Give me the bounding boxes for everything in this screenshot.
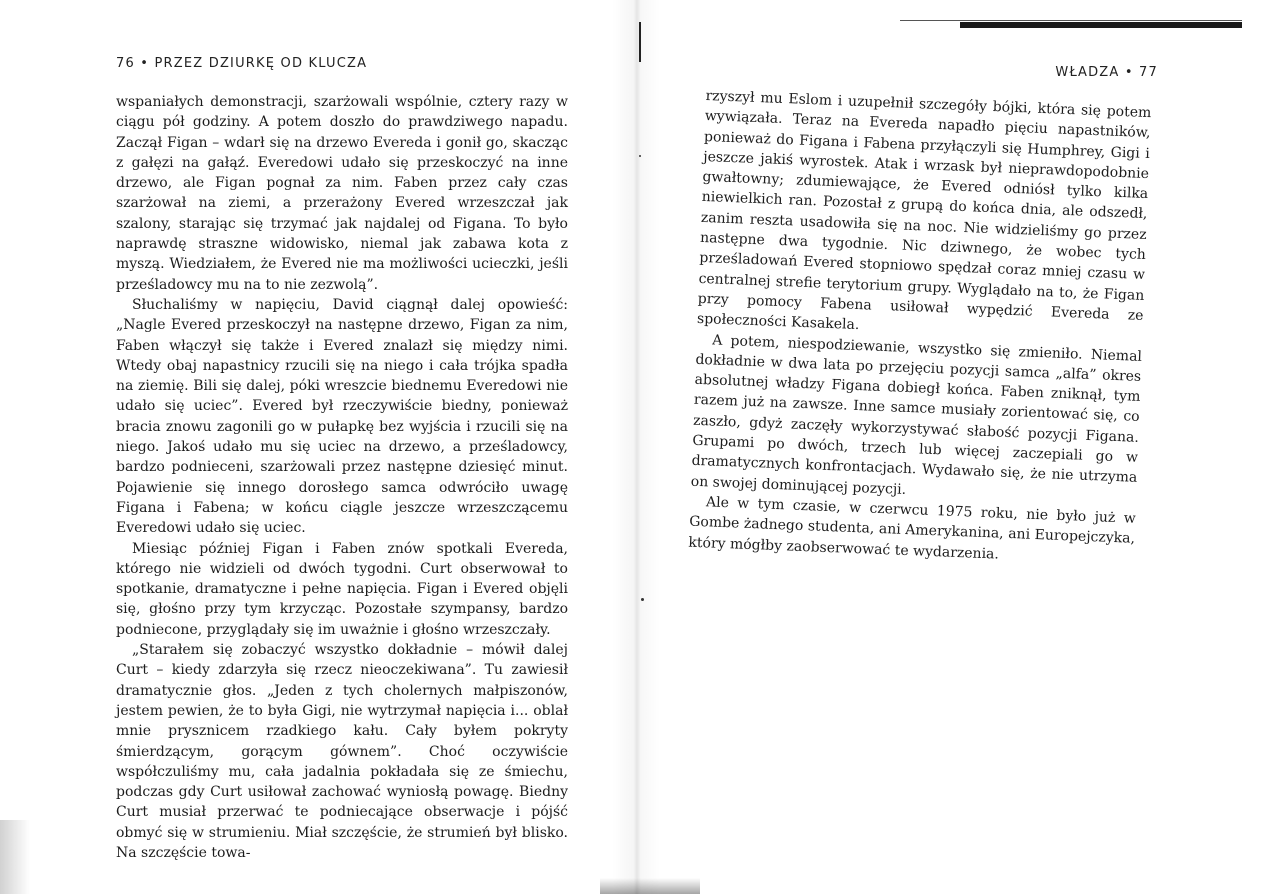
- left-header-title: PRZEZ DZIURKĘ OD KLUCZA: [154, 56, 368, 71]
- page-edge-shadow: [0, 820, 30, 894]
- right-paragraph-2: A potem, niespodziewanie, wszystko się zmieniło. Niemal dokładnie w dwa lata po przejęciu pozycji samca „alfa” okres absolutnej władzy Figana dobiegł końca. Faben zniknął, tym razem już na zawsze. Inne samce musiały zorientować się, co zaszło, gdyż zaczęły wykorzystywać słabość pozycji Figana. Grupami po dwóch, trzech lub więcej zaczepiali go w dramatycznych konfrontacjach. Wydawało się, że nie utrzyma on swojej dominującej pozycji.: [690, 331, 1143, 498]
- right-page-number: 77: [1139, 65, 1158, 80]
- gutter-shadow: [600, 878, 700, 894]
- right-header-title: WŁADZA: [1055, 65, 1120, 80]
- gutter-scan-mark: [639, 22, 641, 62]
- left-paragraph-3: Miesiąc później Figan i Faben znów spotkali Evereda, którego nie widzieli od dwóch tygodni. Curt obserwował to spotkanie, dramatyczne i pełne napięcia. Figan i Evered objęli się, głośno przy tym krzycząc. Pozostałe szympansy, bardzo podniecone, przyglądały się im uważnie i głośno wrzeszczały.: [116, 540, 568, 638]
- right-running-head: [1055, 65, 1158, 80]
- right-paragraph-1: rzyszył mu Eslom i uzupełnił szczegóły bójki, która się potem wywiązała. Teraz na Evereda napadło pięciu napastników, ponieważ do Figana i Fabena przyłączyli się Humphrey, Gigi i jeszcze jakiś wyrostek. Atak i wrzask był nieprawdopodobnie gwałtowny; zdumiewające, że Evered odniósł tylko kilka niewielkich ran. Pozostał z grupą do końca dnia, ale odszedł, zanim reszta usadowiła się na noc. Nie widzieliśmy go przez następne dwa tygodnie. Nic dziwnego, że wobec tych prześladowań Evered stopniowo spędzał coraz mniej czasu w centralnej strefie terytorium grupy. Wyglądało na to, że Figan przy pomocy Fabena usiłował wypędzić Evereda ze społeczności Kasakela.: [696, 87, 1152, 334]
- right-page-body: [688, 86, 1152, 570]
- left-paragraph-1: wspaniałych demonstracji, szarżowali wspólnie, cztery razy w ciągu pół godziny. A potem doszło do prawdziwego napadu. Zaczął Figan – wdarł się na drzewo Evereda i gonił go, skacząc z gałęzi na gałąź. Everedowi udało się przeskoczyć na inne drzewo, ale Figan pognał za nim. Faben przez cały czas szarżował na ziemi, a przerażony Evered wrzeszczał jak szalony, starając się trzymać jak najdalej od Figana. To było naprawdę straszne widowisko, niemal jak zabawa kota z myszą. Wiedziałem, że Evered nie ma możliwości ucieczki, jeśli prześladowcy mu na to nie zezwolą”.: [116, 94, 568, 293]
- left-page-number: 76: [116, 56, 135, 71]
- scan-dot: [641, 598, 644, 601]
- left-header-bullet: •: [140, 56, 150, 71]
- left-paragraph-4: „Starałem się zobaczyć wszystko dokładnie – mówił dalej Curt – kiedy zdarzyła się rzecz nieoczekiwana”. Tu zawiesił dramatycznie głos. „Jeden z tych cholernych małpiszonów, jestem pewien, że to była Gigi, nie wytrzymał napięcia i... oblał mnie prysznicem rzadkiego kału. Cały byłem pokryty śmierdzącym, gorącym gównem”. Choć oczywiście współczuliśmy mu, cała jadalnia pokładała się ze śmiechu, podczas gdy Curt usiłował zachować wyniosłą powagę. Biedny Curt musiał przerwać te podniecające obserwacje i pójść obmyć się w strumieniu. Miał szczęście, że strumień był blisko. Na szczęście towa-: [116, 642, 568, 861]
- left-running-head: [116, 56, 367, 71]
- right-paragraph-3: Ale w tym czasie, w czerwcu 1975 roku, nie było już w Gombe żadnego studenta, ani Amerykanina, ani Europejczyka, który mógłby zaobserwować te wydarzenia.: [688, 494, 1137, 563]
- book-gutter: [612, 0, 660, 894]
- left-paragraph-2: Słuchaliśmy w napięciu, David ciągnął dalej opowieść: „Nagle Evered przeskoczył na następne drzewo, Figan za nim, Faben włączył się także i Evered znalazł się między nimi. Wtedy obaj napastnicy rzucili się na niego i cała trójka spadła na ziemię. Bili się dalej, póki wreszcie biednemu Everedowi nie udało się uciec”. Evered był rzeczywiście biedny, ponieważ bracia znowu zagonili go w pułapkę bez wyjścia i rzucili się na niego. Jakoś udało mu się uciec na drzewo, a prześladowcy, bardzo podnieceni, szarżowali przez następne dziesięć minut. Pojawienie się innego dorosłego samca odwróciło uwagę Figana i Fabena; w końcu ciągle jeszcze wrzeszczącemu Everedowi udało się uciec.: [116, 296, 568, 537]
- scan-dot: [639, 155, 641, 157]
- left-page-body: [116, 92, 568, 863]
- scan-edge-line: [900, 20, 1242, 21]
- right-header-bullet: •: [1124, 65, 1134, 80]
- scan-edge-bar: [960, 22, 1242, 28]
